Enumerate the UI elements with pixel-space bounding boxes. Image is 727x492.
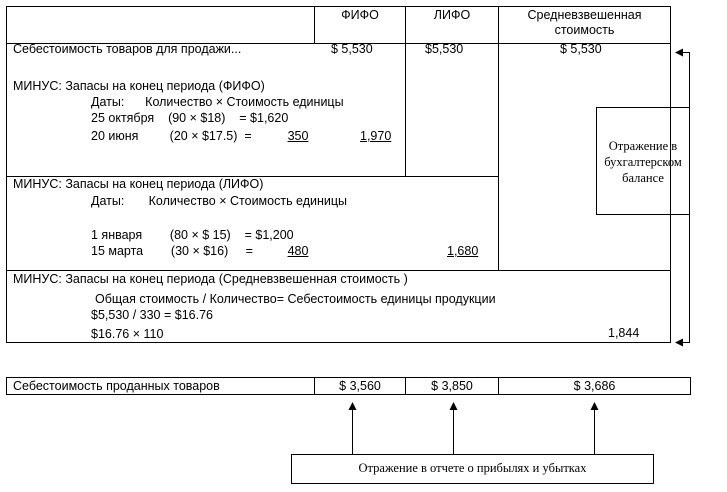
goods-available-fifo: $ 5,530 [331,42,373,56]
arrow-to-goods-available [676,53,690,108]
weighted-title: МИНУС: Запасы на конец периода (Средневзвешенная стоимость ) [13,272,408,286]
weighted-total: 1,844 [608,326,640,340]
arrow-to-weighted-total [676,215,690,343]
header-weighted-line2: стоимость [554,23,615,37]
header-fifo: ФИФО [341,8,379,22]
cogs-weighted: $ 3,686 [573,379,616,393]
goods-available-weighted: $ 5,530 [560,42,602,56]
goods-available-label: Себестоимость товаров для продажи... [13,42,242,56]
lifo-dates-line: Даты: Количество × Стоимость единицы [91,194,348,208]
fifo-total: 1,970 [360,129,392,143]
lifo-row2-amount: 480 [287,244,309,258]
cogs-fifo: $ 3,560 [339,379,381,393]
goods-available-lifo: $5,530 [425,42,464,56]
header-weighted-line1: Средневзвешенная [527,8,642,22]
fifo-row2-prefix: 20 июня (20 × $17.5) = [91,129,252,143]
header-lifo: ЛИФО [433,8,471,22]
fifo-row1: 25 октября (90 × $18) = $1,620 [91,111,289,125]
fifo-row2-amount: 350 [287,129,309,143]
weighted-line1: Общая стоимость / Количество= Себестоимость единицы продукции [95,292,496,306]
lifo-total: 1,680 [447,244,479,258]
balance-box-line2: бухгалтерском [604,155,682,169]
fifo-dates-line: Даты: Количество × Стоимость единицы [91,95,344,109]
fifo-title: МИНУС: Запасы на конец периода (ФИФО) [13,79,265,93]
cogs-lifo: $ 3,850 [431,379,473,393]
cogs-label: Себестоимость проданных товаров [13,379,220,393]
income-box-label: Отражение в отчете о прибылях и убытках [358,461,587,475]
weighted-line3: $16.76 × 110 [91,327,164,341]
balance-box-line1: Отражение в [608,139,678,153]
lifo-row1: 1 января (80 × $ 15) = $1,200 [91,228,294,242]
balance-box-line3: балансе [622,171,664,185]
lifo-title: МИНУС: Запасы на конец периода (ЛИФО) [13,177,264,191]
lifo-row2-prefix: 15 марта (30 × $16) = [91,244,253,258]
weighted-line2: $5,530 / 330 = $16.76 [91,308,213,322]
